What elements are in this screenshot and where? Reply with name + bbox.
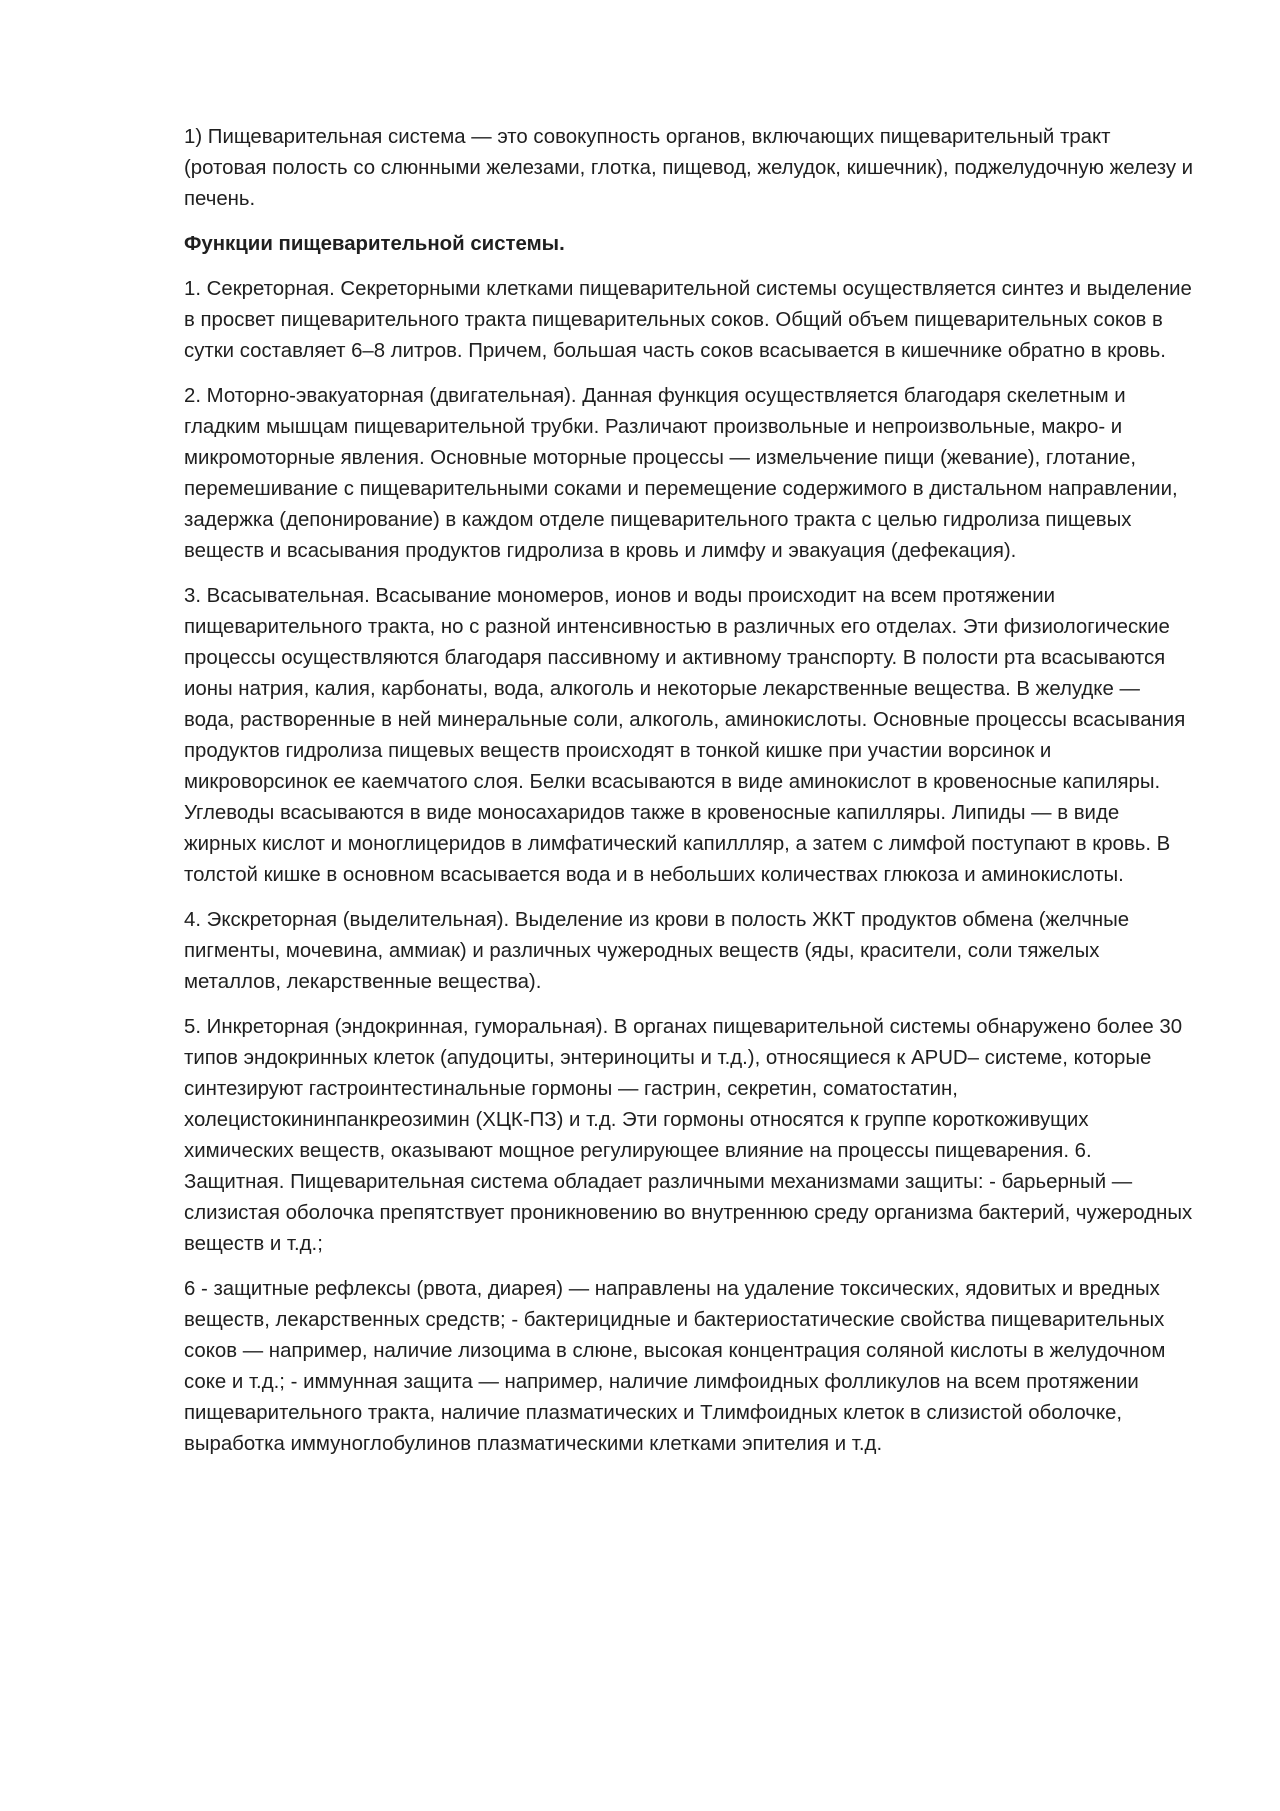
section-heading: Функции пищеварительной системы. bbox=[184, 233, 565, 255]
document-body bbox=[184, 122, 1194, 1474]
paragraph-excretory: 4. Экскреторная (выделительная). Выделение из крови в полость ЖКТ продуктов обмена (желчные пигменты, мочевина, аммиак) и различных чужеродных веществ (яды, красители, соли тяжелых металлов, лекарственные вещества). bbox=[184, 909, 1130, 993]
paragraph-motor: 2. Моторно-эвакуаторная (двигательная). Данная функция осуществляется благодаря скелетным и гладким мышцам пищеварительной трубки. Различают произвольные и непроизвольные, макро- и микромоторные явления. Основные моторные процессы — измельчение пищи (жевание), глотание, перемешивание с пищеварительными соками и перемещение содержимого в дистальном направлении, задержка (депонирование) в каждом отделе пищеварительного тракта с целью гидролиза пищевых веществ и всасывания продуктов гидролиза в кровь и лимфу и эвакуация (дефекация). bbox=[184, 385, 1178, 562]
paragraph-protective: 6 - защитные рефлексы (рвота, диарея) — направлены на удаление токсических, ядовитых и вредных веществ, лекарственных средств; - бактерицидные и бактериостатические свойства пищеварительных соков — например, наличие лизоцима в слюне, высокая концентрация соляной кислоты в желудочном соке и т.д.; - иммунная защита — например, наличие лимфоидных фолликулов на всем протяжении пищеварительного тракта, наличие плазматических и Tлимфоидных клеток в слизистой оболочке, выработка иммуноглобулинов плазматическими клетками эпителия и т.д. bbox=[184, 1278, 1166, 1455]
paragraph-secretory: 1. Секреторная. Секреторными клетками пищеварительной системы осуществляется синтез и выделение в просвет пищеварительного тракта пищеварительных соков. Общий объем пищеварительных соков в сутки составляет 6–8 литров. Причем, большая часть соков всасывается в кишечнике обратно в кровь. bbox=[184, 278, 1192, 362]
paragraph-absorption: 3. Всасывательная. Всасывание мономеров, ионов и воды происходит на всем протяжении пищеварительного тракта, но с разной интенсивностью в различных его отделах. Эти физиологические процессы осуществляются благодаря пассивному и активному транспорту. В полости рта всасываются ионы натрия, калия, карбонаты, вода, алкоголь и некоторые лекарственные вещества. В желудке — вода, растворенные в ней минеральные соли, алкоголь, аминокислоты. Основные процессы всасывания продуктов гидролиза пищевых веществ происходят в тонкой кишке при участии ворсинок и микроворсинок ее каемчатого слоя. Белки всасываются в виде аминокислот в кровеносные капиляры. Углеводы всасываются в виде моносахаридов также в кровеносные капилляры. Липиды — в виде жирных кислот и моноглицеридов в лимфатический капиллляр, а затем с лимфой поступают в кровь. В толстой кишке в основном всасывается вода и в небольших количествах глюкоза и аминокислоты. bbox=[184, 585, 1186, 886]
paragraph-incretory: 5. Инкреторная (эндокринная, гуморальная). В органах пищеварительной системы обнаружено более 30 типов эндокринных клеток (апудоциты, энтериноциты и т.д.), относящиеся к APUD– системе, которые синтезируют гастроинтестинальные гормоны — гастрин, секретин, соматостатин, холецистокининпанкреозимин (ХЦК-ПЗ) и т.д. Эти гормоны относятся к группе короткоживущих химических веществ, оказывают мощное регулирующее влияние на процессы пищеварения. 6. Защитная. Пищеварительная система обладает различными механизмами защиты: - барьерный — слизистая оболочка препятствует проникновению во внутреннюю среду организма бактерий, чужеродных веществ и т.д.; bbox=[184, 1016, 1193, 1255]
intro-paragraph: 1) Пищеварительная система — это совокупность органов, включающих пищеварительный тракт (ротовая полость со слюнными железами, глотка, пищевод, желудок, кишечник), поджелудочную железу и печень. bbox=[184, 126, 1194, 210]
